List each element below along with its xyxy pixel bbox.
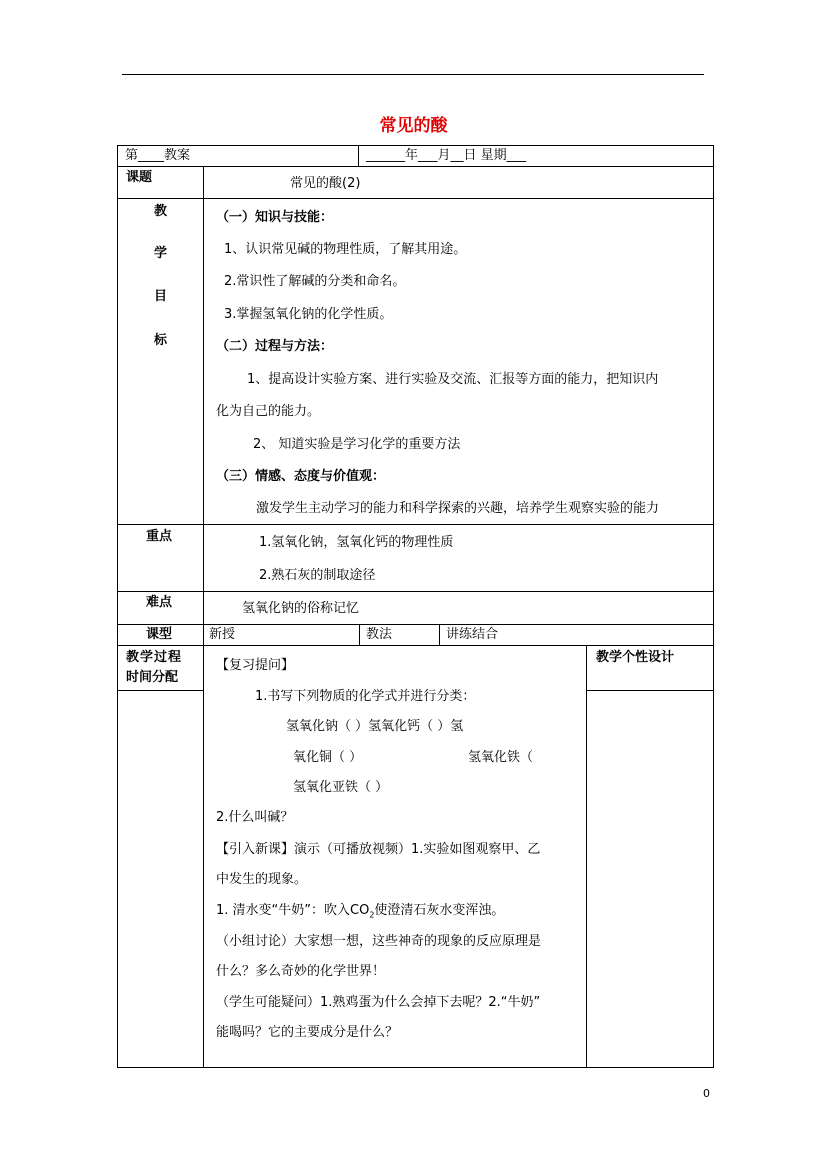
intro-text: 中发生的现象。 — [216, 872, 308, 887]
lesson-type-value: 新授 — [209, 627, 236, 642]
document-title: 常见的酸 — [379, 116, 448, 136]
review-heading: 【复习提问】 — [216, 658, 295, 673]
formula-line: 氧化铜（ ） — [293, 750, 363, 765]
method-label: 教法 — [366, 627, 393, 642]
method-value: 讲练结合 — [446, 627, 499, 642]
objectives-label-char: 学 — [154, 246, 168, 261]
objective-item: 化为自己的能力。 — [216, 404, 321, 419]
objectives-label-char: 标 — [154, 333, 168, 348]
objective-item: 1、认识常见碱的物理性质，了解其用途。 — [224, 242, 467, 257]
objective-item: 2、 知道实验是学习化学的重要方法 — [253, 437, 461, 452]
section3-heading: （三）情感、态度与价值观： — [216, 469, 386, 484]
lesson-number: 第____教案 — [125, 148, 191, 163]
process-label-line1: 教学过程 — [126, 650, 183, 665]
key-points-label: 重点 — [146, 529, 173, 544]
section2-heading: （二）过程与方法： — [216, 339, 334, 354]
objective-item: 激发学生主动学习的能力和科学探索的兴趣，培养学生观察实验的能力 — [256, 501, 660, 516]
discussion-text: （小组讨论）大家想一想，这些神奇的现象的反应原理是 — [216, 934, 542, 949]
key-point-item: 2.熟石灰的制取途径 — [259, 568, 376, 583]
objective-item: 3.掌握氢氧化钠的化学性质。 — [224, 307, 393, 322]
formula-line: 氢氧化铁（ — [468, 750, 534, 765]
objective-item: 2.常识性了解碱的分类和命名。 — [224, 274, 406, 289]
process-label-line2: 时间分配 — [126, 670, 179, 685]
key-point-item: 1.氢氧化钠，氢氧化钙的物理性质 — [259, 535, 454, 550]
topic-label: 课题 — [126, 170, 153, 185]
objectives-label-char: 教 — [154, 204, 168, 219]
review-question-1: 1.书写下列物质的化学式并进行分类： — [255, 689, 476, 704]
difficulty-value: 氢氧化钠的俗称记忆 — [242, 601, 360, 616]
topic-value: 常见的酸(2) — [290, 176, 361, 191]
objective-item: 1、提高设计实验方案、进行实验及交流、汇报等方面的能力，把知识内 — [247, 372, 659, 387]
header-rule — [122, 74, 704, 75]
page-number: 0 — [703, 1087, 710, 1100]
review-question-2: 2.什么叫碱？ — [216, 810, 294, 825]
formula-line: 氢氧化钠（ ）氢氧化钙（ ）氢 — [286, 719, 464, 734]
doubt-text: 能喝吗？它的主要成分是什么？ — [216, 1025, 399, 1040]
personal-design-header: 教学个性设计 — [596, 650, 675, 665]
date-field: ______年___月__日 星期___ — [366, 148, 527, 163]
objectives-label-char: 目 — [154, 289, 168, 304]
intro-text: 【引入新课】演示（可播放视频）1.实验如图观察甲、乙 — [216, 842, 541, 857]
doubt-text: （学生可能疑问）1.熟鸡蛋为什么会掉下去呢？2.“牛奶” — [216, 995, 541, 1010]
lesson-type-label: 课型 — [146, 627, 173, 642]
difficulty-label: 难点 — [146, 595, 173, 610]
discussion-text: 什么？多么奇妙的化学世界！ — [216, 964, 386, 979]
formula-line: 氢氧化亚铁（ ） — [293, 780, 389, 795]
observation-text: 1. 清水变“牛奶”：吹入$CO_2$使澄清石灰水变浑浊。 — [216, 903, 505, 920]
section1-heading: （一）知识与技能： — [216, 210, 334, 225]
